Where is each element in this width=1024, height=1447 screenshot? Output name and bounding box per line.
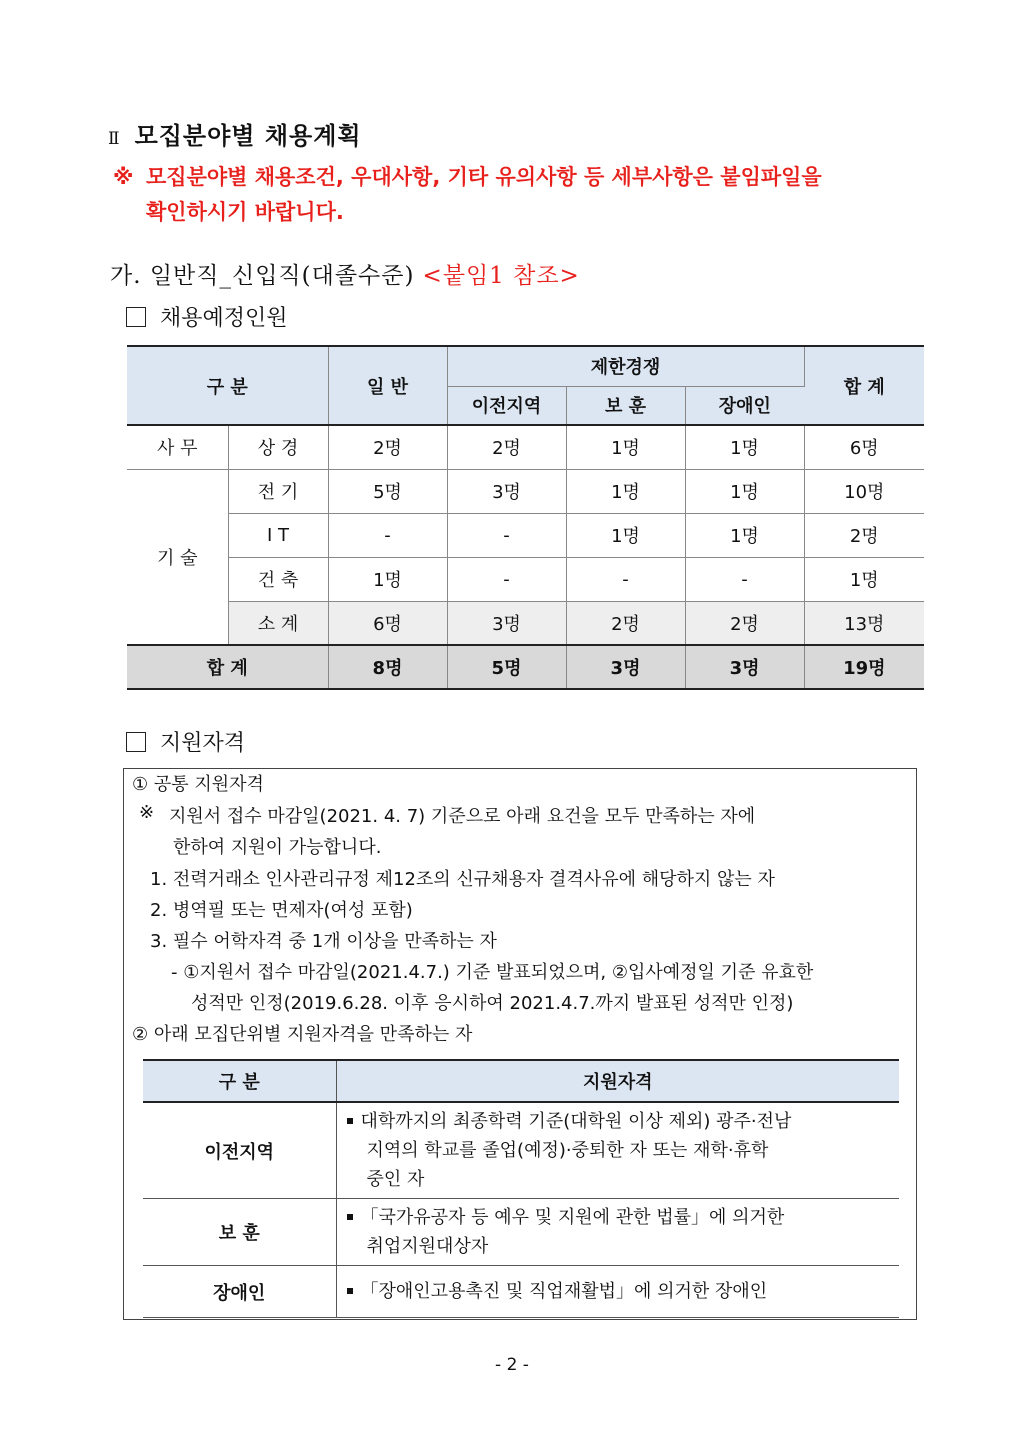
value-cell: 1명 — [804, 557, 924, 601]
value-cell: 13명 — [804, 601, 924, 645]
note-line-1: 지원서 접수 마감일(2021. 4. 7) 기준으로 아래 요건을 모두 만족하는 자에 — [169, 806, 756, 827]
qualification-text: 중인 자 — [366, 1169, 425, 1190]
value-cell: - — [447, 513, 566, 557]
table-row — [143, 1199, 899, 1266]
value-cell: 2명 — [685, 601, 804, 645]
value-cell: 1명 — [685, 469, 804, 513]
value-cell: 1명 — [328, 557, 447, 601]
field-cell: 소 계 — [228, 601, 328, 645]
category-cell: 장애인 — [143, 1266, 336, 1318]
bullet-square-icon — [347, 1214, 353, 1220]
subtotal-row — [127, 601, 924, 645]
qualification-cell — [336, 1266, 899, 1318]
value-cell: 1명 — [685, 513, 804, 557]
qualification-heading-label: 지원자격 — [160, 731, 246, 756]
header-general: 일 반 — [328, 346, 447, 425]
requirement-2: 2. 병역필 또는 면제자(여성 포함) — [150, 900, 413, 921]
header-total: 합 계 — [804, 346, 924, 425]
value-cell: 1명 — [566, 469, 685, 513]
qualification-box — [123, 768, 917, 1320]
category-cell: 이전지역 — [143, 1102, 336, 1199]
table-row — [127, 469, 924, 513]
value-cell: 1명 — [566, 513, 685, 557]
notice-line-1: 모집분야별 채용조건, 우대사항, 기타 유의사항 등 세부사항은 붙임파일을 — [146, 165, 822, 189]
requirement-3: 3. 필수 어학자격 중 1개 이상을 만족하는 자 — [150, 931, 497, 952]
header-category: 구 분 — [127, 346, 328, 425]
value-cell: - — [685, 557, 804, 601]
value-cell: - — [328, 513, 447, 557]
total-row — [127, 645, 924, 689]
qualification-text: 대학까지의 최종학력 기준(대학원 이상 제외) 광주·전남 — [360, 1111, 792, 1132]
header-category: 구 분 — [143, 1060, 336, 1102]
qualification-heading — [126, 726, 245, 757]
plan-heading — [126, 301, 288, 332]
value-cell: 5명 — [328, 469, 447, 513]
qualification-cell — [336, 1102, 899, 1199]
checkbox-square-icon — [126, 732, 146, 752]
group-tech: 기 술 — [127, 469, 228, 645]
qualification-text: 「장애인고용촉진 및 직업재활법」에 의거한 장애인 — [360, 1281, 768, 1302]
value-cell: 3명 — [447, 601, 566, 645]
table-row — [127, 513, 924, 557]
value-cell: 1명 — [685, 425, 804, 469]
unit-qualification-table — [143, 1059, 899, 1318]
note-mark: ※ — [139, 802, 155, 823]
table-row — [143, 1266, 899, 1318]
subsection-heading — [110, 257, 580, 290]
value-cell: 3명 — [447, 469, 566, 513]
header-relocation: 이전지역 — [447, 386, 566, 425]
section-heading — [108, 116, 362, 151]
header-qualification: 지원자격 — [336, 1060, 899, 1102]
value-cell: 6명 — [328, 601, 447, 645]
qualification-text: 「국가유공자 등 예우 및 지원에 관한 법률」에 의거한 — [360, 1207, 785, 1228]
value-cell: 3명 — [566, 645, 685, 689]
notice-mark: ※ — [113, 165, 134, 189]
notice — [113, 160, 913, 230]
requirement-1: 1. 전력거래소 인사관리규정 제12조의 신규채용자 결격사유에 해당하지 않는 자 — [150, 869, 775, 890]
value-cell: 2명 — [566, 601, 685, 645]
qualification-text: 취업지원대상자 — [366, 1236, 489, 1257]
value-cell: - — [566, 557, 685, 601]
plan-heading-label: 채용예정인원 — [160, 306, 288, 331]
field-cell: 상 경 — [228, 425, 328, 469]
table-row — [143, 1102, 899, 1199]
unit-title: ② 아래 모집단위별 지원자격을 만족하는 자 — [132, 1024, 473, 1045]
header-limited: 제한경쟁 — [447, 346, 804, 386]
table-row — [127, 425, 924, 469]
value-cell: 3명 — [685, 645, 804, 689]
value-cell: 6명 — [804, 425, 924, 469]
value-cell: 10명 — [804, 469, 924, 513]
section-roman-numeral: Ⅱ — [108, 129, 121, 149]
section-title: 모집분야별 채용계획 — [134, 122, 362, 150]
total-label: 합 계 — [127, 645, 328, 689]
header-disabled: 장애인 — [685, 386, 804, 425]
field-cell: 전 기 — [228, 469, 328, 513]
value-cell: 8명 — [328, 645, 447, 689]
group-office: 사 무 — [127, 425, 228, 469]
bullet-square-icon — [347, 1118, 353, 1124]
field-cell: 건 축 — [228, 557, 328, 601]
value-cell: - — [447, 557, 566, 601]
category-cell: 보 훈 — [143, 1199, 336, 1266]
requirement-3-sub-2: 성적만 인정(2019.6.28. 이후 응시하여 2021.4.7.까지 발표된 성적만 인정) — [191, 993, 794, 1014]
subsection-title: 가. 일반직_신입직(대졸수준) — [110, 263, 415, 289]
subsection-ref: <붙임1 참조> — [422, 263, 580, 289]
qualification-cell — [336, 1199, 899, 1266]
hiring-plan-table — [127, 345, 924, 690]
value-cell: 19명 — [804, 645, 924, 689]
common-title: ① 공통 지원자격 — [132, 774, 264, 795]
value-cell: 2명 — [447, 425, 566, 469]
note-line-2: 한하여 지원이 가능합니다. — [173, 837, 382, 858]
value-cell: 5명 — [447, 645, 566, 689]
checkbox-square-icon — [126, 307, 146, 327]
table-row — [127, 557, 924, 601]
header-veteran: 보 훈 — [566, 386, 685, 425]
value-cell: 2명 — [804, 513, 924, 557]
page-number: - 2 - — [495, 1355, 529, 1375]
value-cell: 1명 — [566, 425, 685, 469]
qualification-text: 지역의 학교를 졸업(예정)·중퇴한 자 또는 재학·휴학 — [366, 1140, 769, 1161]
value-cell: 2명 — [328, 425, 447, 469]
notice-line-2: 확인하시기 바랍니다. — [146, 200, 344, 224]
requirement-3-sub-1: - ①지원서 접수 마감일(2021.4.7.) 기준 발표되었으며, ②입사예정일 기준 유효한 — [171, 962, 814, 983]
bullet-square-icon — [347, 1288, 353, 1294]
field-cell: I T — [228, 513, 328, 557]
